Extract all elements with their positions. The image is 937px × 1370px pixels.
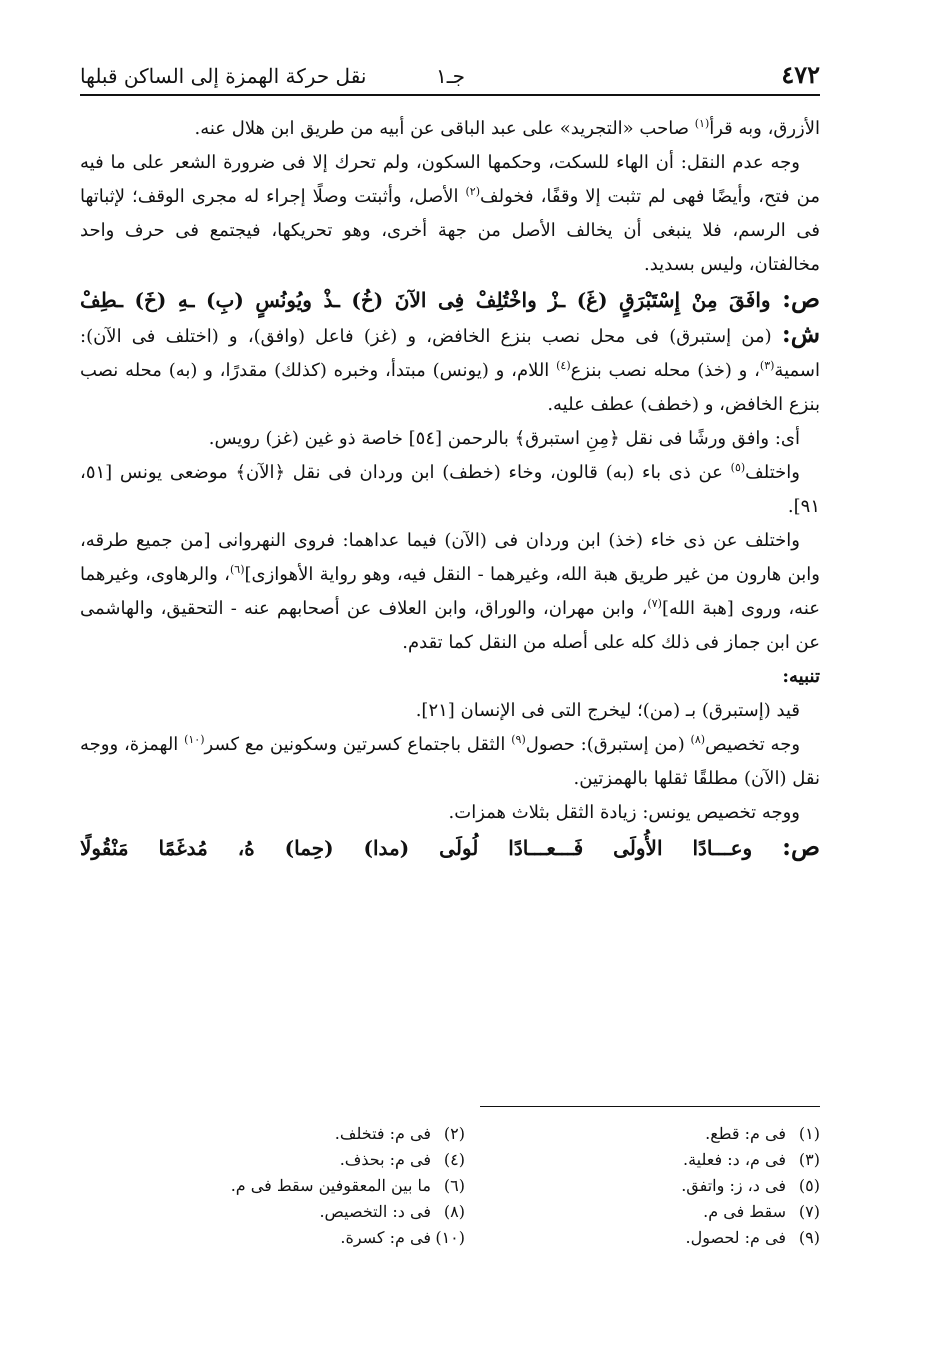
paragraph (80, 146, 820, 282)
footnote (505, 1226, 820, 1250)
page-number: ٤٧٢ (781, 60, 820, 89)
footnote-ref: (٦) (229, 563, 245, 576)
footnote-number: (٩) (798, 1228, 820, 1247)
footnote-number: (٧) (798, 1202, 820, 1221)
footnote (150, 1226, 465, 1250)
text-run: (من إستبرق): حصول (525, 734, 691, 755)
text-run: وجه عدم النقل: أن الهاء للسكت، وحكمها السكون، ولم تحرك إلا فى ضرورة الشعر على ما فيه من فتح، وأيضًا فهى لم تثبت إلا وقفًا، فخولف (80, 152, 820, 207)
text-run: الأصل، وأثبتت وصلًا إجراء له مجرى الوقف؛ لإثباتها فى الرسم، فلا ينبغى أن يخالف الأصل من جهة أخرى، وهو تحريكها، فيجتمع فى حرف واحد مخالفتان، وليس بسديد. (80, 186, 820, 275)
footnote-text: فى م: فتخلف. (334, 1124, 431, 1143)
footnote-text: فى م، د: فعلية. (683, 1150, 786, 1169)
paragraph (80, 112, 820, 146)
text-run: واختلف عن ذى خاء (خذ) ابن وردان فى (الآن) فيما عداهما: فروى النهروانى [من جميع طرقه، وابن هارون من غير طريق هبة الله، وغيرهما - النقل فيه، وهو رواية الأهوازى] (80, 530, 820, 585)
footnote-number: (٦) (443, 1176, 465, 1195)
paragraph (80, 524, 820, 660)
main-text (80, 112, 820, 865)
footnote (505, 1200, 820, 1224)
footnote-number: (١٠) (435, 1228, 465, 1247)
footnote (505, 1148, 820, 1172)
paragraph (80, 456, 820, 524)
footnote-number: (١) (798, 1124, 820, 1143)
verse-text: وعـــادًا الأُولَى فَـــعـــادًا لُولَى (مدا) (حِما) هُ، مُدغَمًا مَنْقُولًا (80, 836, 753, 860)
footnote-ref: (٤) (556, 359, 571, 372)
paragraph: أى: وافق ورشًا فى نقل ﴿مِنِ استبرق﴾ بالرحمن [٥٤] خاصة ذو غين (غز) رويس. (208, 428, 800, 449)
text-run: اللام، و (يونس) مبتدأ، وخبره (كذلك) مقدرًا، و (به) محله نصب بنزع الخافض، و (خطف) عطف عليه. (80, 360, 820, 415)
footnote-number: (٢) (443, 1124, 465, 1143)
footnote (150, 1200, 465, 1224)
text-run: صاحب «التجريد» على عبد الباقى عن أبيه من طريق ابن هلال عنه. (194, 118, 695, 139)
verse-marker: ص: (782, 832, 820, 861)
footnote-divider (480, 1106, 820, 1107)
text-run: ، والرهاوى، وغيرهما عنه، وروى [هبة الله] (80, 564, 820, 619)
paragraph: قيد (إستبرق) بـ (من)؛ ليخرج التى فى الإنسان [٢١]. (415, 700, 800, 721)
footnote-ref: (٢) (465, 185, 480, 198)
footnote-text: ما بين المعقوفين سقط فى م. (230, 1176, 431, 1195)
footnote-ref: (٥) (730, 461, 746, 474)
running-title: نقل حركة الهمزة إلى الساكن قبلها (80, 64, 367, 88)
text-run: الهمزة، ووجه نقل (الآن) مطلقًا ثقلها بالهمزتين. (80, 734, 820, 789)
verse-text: وافَقَ مِنْ إِسْتَبْرَقٍ (غَ) ـزْ واخْتُلِفْ فِى الآنَ (خُ) ـذْ ويُونُسٍ (بِ) ـهِ (خَ) ـطِفْ (80, 288, 771, 312)
footnote-ref: (٣) (759, 359, 775, 372)
text-run: ، و (خذ) محله نصب بنزع (570, 360, 760, 381)
footnote (150, 1148, 465, 1172)
paragraph (80, 728, 820, 796)
footnote-number: (٤) (443, 1150, 465, 1169)
verse-line (80, 282, 820, 317)
footnote-text: فى د، ز: واتفق. (681, 1176, 786, 1195)
footnote-text: سقط فى م. (703, 1202, 786, 1221)
text-run: عن ذى باء (به) قالون، وخاء (خطف) ابن وردان فى نقل ﴿الآن﴾ موضعى يونس [٥١، ٩١]. (80, 462, 820, 517)
running-header (80, 58, 820, 96)
footnote-text: فى م: بحذف. (339, 1150, 431, 1169)
footnote (505, 1174, 820, 1198)
text-run: واختلف (745, 462, 800, 483)
section-heading: تنبيه: (782, 666, 820, 687)
commentary-marker: ش: (781, 319, 820, 348)
footnote (150, 1122, 465, 1146)
footnote-ref: (١٠) (184, 733, 205, 746)
footnote-ref: (٨) (690, 733, 706, 746)
footnote-text: فى د: التخصيص. (319, 1202, 431, 1221)
footnotes (150, 1122, 820, 1250)
footnote-number: (٥) (798, 1176, 820, 1195)
text-run: وجه تخصيص (705, 734, 801, 755)
footnote (505, 1122, 820, 1146)
text-run: ، وابن مهران، والوراق، وابن العلاف عن أصحابهم عنه - التحقيق، والهاشمى عن ابن جماز فى ذلك كله على أصله من النقل كما تقدم. (80, 598, 820, 653)
footnote-text: فى م: لحصول. (685, 1228, 786, 1247)
footnote-ref: (١) (694, 117, 710, 130)
footnote-number: (٨) (443, 1202, 465, 1221)
volume-label: جـ١ (436, 64, 465, 88)
footnote (150, 1174, 465, 1198)
footnote-ref: (٧) (647, 597, 662, 610)
paragraph (80, 317, 820, 422)
footnote-ref: (٩) (511, 733, 526, 746)
paragraph: ووجه تخصيص يونس: زيادة الثقل بثلاث همزات. (448, 802, 800, 823)
text-run: (من إستبرق) فى محل نصب بنزع الخافض، و (غز) فاعل (وافق)، و (اختلف فى الآن): اسمية (80, 326, 820, 381)
footnote-text: فى م: قطع. (705, 1124, 786, 1143)
footnote-number: (٣) (798, 1150, 820, 1169)
footnote-text: فى م: كسرة. (340, 1228, 431, 1247)
verse-marker: ص: (782, 284, 821, 313)
text-run: الثقل باجتماع كسرتين وسكونين مع كسر (204, 734, 512, 755)
verse-line (80, 830, 820, 865)
text-run: الأزرق، وبه قرأ (709, 118, 820, 139)
